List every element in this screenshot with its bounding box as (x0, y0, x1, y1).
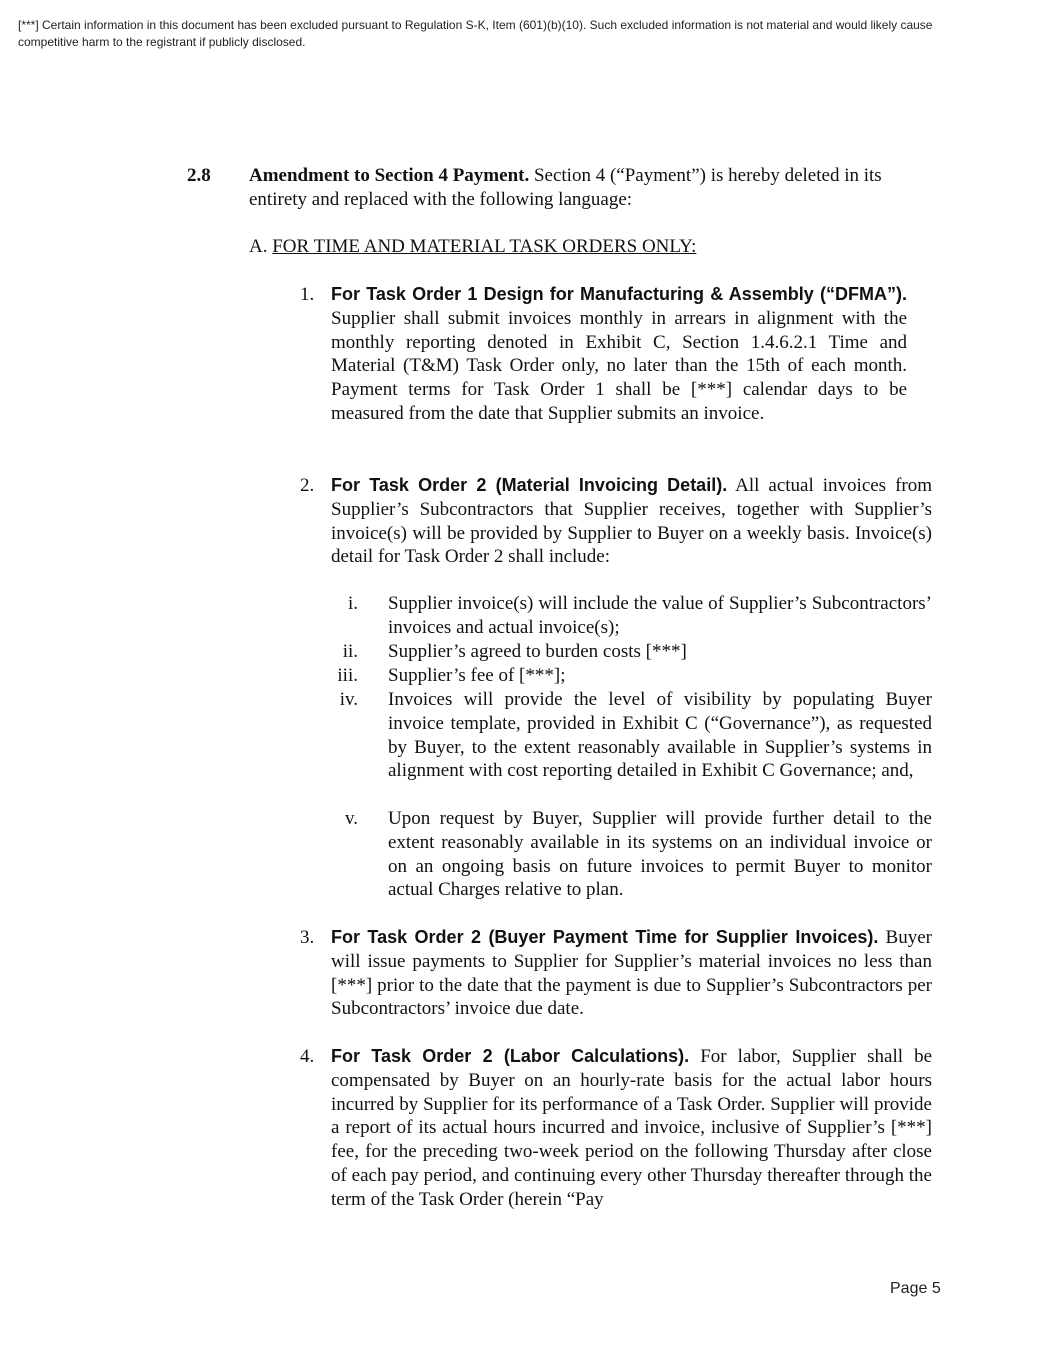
roman-numeral: iv. (339, 689, 358, 710)
item-number: 2. (300, 475, 315, 496)
item-body: Buyer will issue payments to Supplier for Supplier’s material invoices no less than [***] prior to the date that the payment is due to Supplier’s Subcontractors per Subcontractors’ invoice due date. (331, 927, 932, 1020)
confidentiality-note: [***] Certain information in this document has been excluded pursuant to Regulation S-K, Item (601)(b)(10). Such excluded information is not material and would likely cause competitive harm to the registrant if publicly disclosed. (18, 18, 933, 49)
item-body: All actual invoices from Supplier’s Subcontractors that Supplier receives, together with Supplier’s invoice(s) will be provided by Supplier to Buyer on a weekly basis. Invoice(s) detail for Task Order 2 shall include: (331, 475, 932, 568)
item-text (331, 926, 932, 1021)
item-body: For labor, Supplier shall be compensated by Buyer on an hourly-rate basis for the actual labor hours incurred by Supplier for its performance of a Task Order. Supplier will provide a report of its actual hours incurred and invoice, inclusive of Supplier’s [***] fee, for the preceding two-week period on the following Thursday after close of each pay period, and continuing every other Thursday thereafter through the term of the Task Order (herein “Pay (331, 1046, 933, 1210)
item-text (331, 1045, 932, 1212)
section-intro: Section 4 (“Payment”) is hereby deleted in its entirety and replaced with the following language: (249, 165, 882, 210)
item-body: Supplier shall submit invoices monthly in arrears in alignment with the monthly reporting denoted in Exhibit C, Section 1.4.6.2.1 Time and Material (T&M) Task Order only, no later than the 15th of each month. Payment terms for Task Order 1 shall be [***] calendar days to be measured from the date that Supplier submits an invoice. (331, 307, 907, 424)
subsection-a (249, 235, 696, 259)
item-text (331, 283, 907, 426)
roman-numeral: iii. (337, 665, 358, 686)
section-title: Amendment to Section 4 Payment. (249, 165, 530, 186)
section-number: 2.8 (187, 165, 211, 186)
item-text (331, 474, 932, 569)
section-body (249, 164, 899, 212)
item-number: 4. (300, 1046, 315, 1067)
item-heading: For Task Order 1 Design for Manufacturing & Assembly (“DFMA”). (331, 284, 907, 304)
item-number: 3. (300, 927, 315, 948)
page-number: Page 5 (890, 1280, 941, 1297)
item-heading: For Task Order 2 (Labor Calculations). (331, 1046, 690, 1066)
item-heading: For Task Order 2 (Material Invoicing Detail). (331, 475, 728, 495)
roman-text: Invoices will provide the level of visibility by populating Buyer invoice template, provided in Exhibit C (“Governance”), as requested by Buyer, to the extent reasonably available in Supplier’s systems in alignment with cost reporting detailed in Exhibit C Governance; and, (388, 689, 932, 782)
item-number: 1. (300, 284, 315, 305)
roman-numeral: v. (344, 808, 358, 829)
roman-numeral: i. (347, 593, 358, 614)
roman-text: Supplier invoice(s) will include the value of Supplier’s Subcontractors’ invoices and actual invoice(s); (388, 593, 932, 638)
subsection-letter: A. (249, 236, 273, 257)
item-heading: For Task Order 2 (Buyer Payment Time for Supplier Invoices). (331, 927, 879, 947)
roman-text: Supplier’s fee of [***]; (388, 665, 566, 686)
roman-text: Upon request by Buyer, Supplier will provide further detail to the extent reasonably available in its systems on an individual invoice or on an ongoing basis on future invoices to permit Buyer to monitor actual Charges relative to plan. (388, 808, 932, 901)
roman-numeral: ii. (342, 641, 358, 662)
roman-text: Supplier’s agreed to burden costs [***] (388, 641, 687, 662)
subsection-title: FOR TIME AND MATERIAL TASK ORDERS ONLY: (272, 236, 697, 257)
